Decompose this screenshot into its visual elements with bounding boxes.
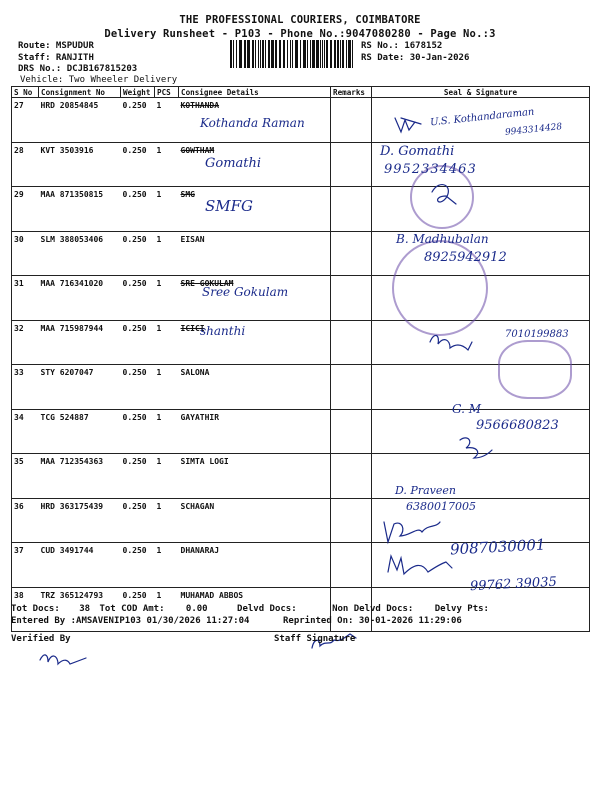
staff-label: Staff: RANJITH	[18, 53, 94, 63]
signature-scribble	[40, 655, 86, 664]
hand-signature-28a: D. Gomathi	[380, 144, 455, 159]
row-sno-text: 38	[14, 590, 24, 600]
row-consignment-no-text: STY 6207047	[40, 368, 94, 377]
row-weight-text: 0.250	[122, 279, 147, 288]
hand-consignee-28: Gomathi	[205, 156, 262, 171]
hand-signature-38: 99762 39035	[469, 574, 558, 595]
col-pcs: PCS	[155, 87, 179, 98]
hand-consignee-31: Sree Gokulam	[202, 285, 289, 299]
row-sno-text: 27	[14, 101, 24, 110]
hand-signature-30b: 8925942912	[424, 250, 507, 265]
row-weight-text: 0.250	[122, 145, 147, 155]
row-consignee-text: EISAN	[180, 234, 205, 244]
row-sno-text: 30	[14, 234, 24, 244]
row-weight-text: 0.250	[122, 323, 147, 333]
hand-consignee-29: SMFG	[205, 197, 254, 215]
reprinted-on: Reprinted On: 30-01-2026 11:29:06	[283, 616, 462, 626]
entered-by: Entered By :AMSAVENIP103 01/30/2026 11:27:04	[11, 616, 250, 626]
tot-cod-label: Tot COD Amt:	[99, 604, 165, 614]
row-pcs-text: 1	[156, 190, 162, 199]
row-consignee-text: MUHAMAD ABBOS	[180, 590, 244, 600]
tot-cod-value: 0.00	[185, 604, 208, 614]
row-consignee-text: SALONA	[180, 368, 210, 377]
col-consignee: Consignee Details	[179, 87, 331, 98]
col-sno: S No	[12, 87, 39, 98]
row-weight-text: 0.250	[122, 101, 147, 110]
row-weight-text: 0.250	[122, 368, 147, 377]
row-weight-text: 0.250	[122, 501, 147, 511]
row-pcs-text: 1	[156, 412, 162, 422]
col-weight: Weight	[121, 87, 155, 98]
hand-signature-34b: 9566680823	[476, 418, 559, 433]
row-pcs-text: 1	[156, 368, 162, 377]
row-pcs-text: 1	[156, 101, 162, 110]
hand-consignee-27: Kothanda Raman	[200, 116, 305, 130]
row-weight-text: 0.250	[122, 234, 147, 244]
row-consignment-no-text: KVT 3503916	[40, 145, 94, 155]
row-consignee-text: SIMTA LOGI	[180, 457, 229, 466]
row-pcs-text: 1	[156, 546, 162, 555]
tot-docs-value: 38	[79, 604, 91, 614]
hand-signature-33: 7010199883	[505, 329, 569, 340]
staff-signature-label: Staff Signature	[274, 634, 356, 644]
row-pcs-text: 1	[156, 501, 162, 511]
row-pcs-text: 1	[156, 234, 162, 244]
rs-date: RS Date: 30-Jan-2026	[361, 53, 470, 63]
row-sno-text: 37	[14, 546, 24, 555]
row-sno-text: 35	[14, 457, 24, 466]
row-consignment-no-text: MAA 712354363	[40, 457, 104, 466]
row-consignment-no-text: SLM 388053406	[40, 234, 104, 244]
row-sno-text: 31	[14, 279, 24, 288]
hand-signature-27b: 9943314428	[504, 122, 563, 138]
hand-signature-36b: 6380017005	[406, 500, 476, 513]
row-pcs-text: 1	[156, 145, 162, 155]
row-sno-text: 28	[14, 145, 24, 155]
col-remarks: Remarks	[331, 87, 372, 98]
row-sno-text: 34	[14, 412, 24, 422]
row-consignee-text: GOWTHAM	[180, 145, 215, 155]
row-pcs-text: 1	[156, 279, 162, 288]
row-weight-text: 0.250	[122, 457, 147, 466]
company-title: THE PROFESSIONAL COURIERS, COIMBATORE	[179, 14, 421, 26]
row-sno-text: 29	[14, 190, 24, 199]
col-seal-signature: Seal & Signature	[372, 87, 590, 98]
row-consignee-text: SCHAGAN	[180, 501, 215, 511]
row-sno-text: 36	[14, 501, 24, 511]
row-consignee-text: GAYATHIR	[180, 412, 220, 422]
non-delvd-docs-label: Non Delvd Docs:	[332, 604, 414, 614]
hand-consignee-32: shanthi	[200, 324, 246, 338]
verified-by-label: Verified By	[11, 634, 71, 644]
drs-number: DRS No.: DCJB167815203	[18, 64, 138, 74]
row-consignment-no-text: HRD 20854845	[40, 101, 99, 110]
row-weight-text: 0.250	[122, 412, 147, 422]
hand-signature-36a: D. Praveen	[395, 484, 456, 497]
delvd-docs-label: Delvd Docs:	[237, 604, 297, 614]
row-consignee-text: DHANARAJ	[180, 546, 220, 555]
row-consignment-no-text: TCG 524887	[40, 412, 89, 422]
rs-number: RS No.: 1678152	[361, 41, 443, 51]
row-weight-text: 0.250	[122, 546, 147, 555]
hand-signature-30a: B. Madhubalan	[396, 232, 489, 246]
row-consignment-no-text: TRZ 365124793	[40, 590, 104, 600]
hand-signature-34a: G. M	[452, 402, 482, 416]
col-consignment: Consignment No	[39, 87, 121, 98]
row-sno-text: 32	[14, 323, 24, 333]
hand-signature-27a: U.S. Kothandaraman	[429, 106, 535, 129]
row-consignee-text: ICICI	[180, 323, 205, 333]
row-consignee-text: KOTHANDA	[180, 101, 220, 110]
row-weight-text: 0.250	[122, 190, 147, 199]
signature-scribble	[430, 335, 472, 350]
hand-signature-28b: 9952334463	[384, 162, 477, 177]
hand-signature-37: 9087030001	[449, 535, 546, 559]
row-consignment-no-text: MAA 715987944	[40, 323, 104, 333]
signature-scribble	[432, 185, 456, 204]
row-pcs-text: 1	[156, 323, 162, 333]
footer-totals	[11, 604, 489, 614]
row-consignment-no-text: HRD 363175439	[40, 501, 104, 511]
runsheet-subtitle: Delivery Runsheet - P103 - Phone No.:9047080280 - Page No.:3	[104, 28, 496, 40]
row-weight-text: 0.250	[122, 590, 147, 600]
signature-scribble	[395, 118, 421, 132]
row-consignee-text: SMG	[180, 190, 195, 199]
signature-scribble	[384, 522, 440, 542]
vehicle-label: Vehicle: Two Wheeler Delivery	[20, 75, 178, 85]
row-pcs-text: 1	[156, 457, 162, 466]
signature-scribble	[388, 556, 452, 574]
row-consignment-no-text: MAA 871350815	[40, 190, 104, 199]
row-pcs-text: 1	[156, 590, 162, 600]
delvy-pts-label: Delvy Pts:	[434, 604, 489, 614]
tot-docs-label: Tot Docs:	[11, 604, 60, 614]
signature-scribble	[460, 438, 492, 458]
row-consignee-text: SRE GOKULAM	[180, 279, 234, 288]
row-consignment-no-text: MAA 716341020	[40, 279, 104, 288]
row-consignment-no-text: CUD 3491744	[40, 546, 94, 555]
route-label: Route: MSPUDUR	[18, 41, 94, 51]
row-sno-text: 33	[14, 368, 24, 377]
